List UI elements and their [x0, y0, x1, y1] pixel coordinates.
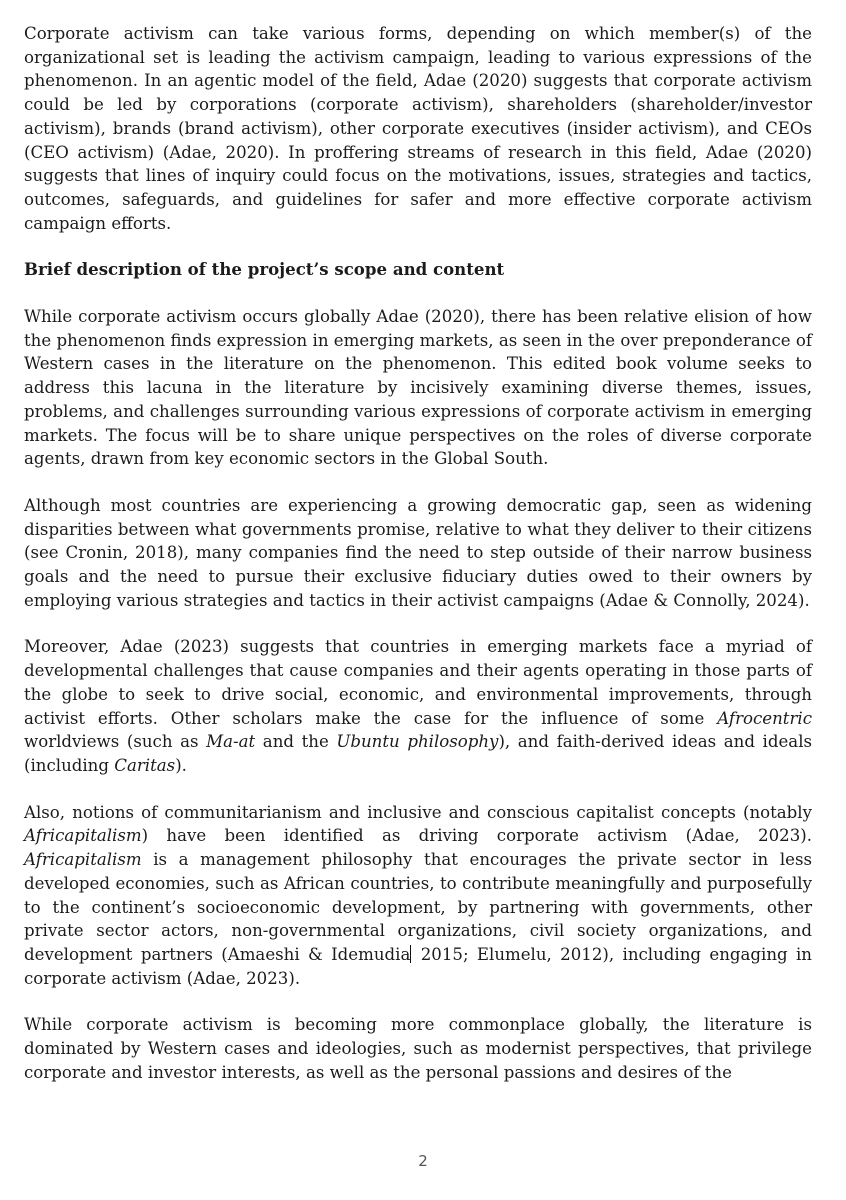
- section-heading: Brief description of the project’s scope and content: [24, 259, 505, 280]
- paragraph-emerging-markets: Moreover, Adae (2023) suggests that countries in emerging markets face a myriad of developmental challenges that cause companies and their agents operating in those parts of the globe to seek to drive social, economic, and environmental improvements, through activist efforts. Other scholars make the case for the influence of some Afrocentric worldviews (such as Ma-at and the Ubuntu philosophy), and faith-derived ideas and ideals (including Caritas).: [24, 637, 813, 775]
- paragraph-western-dominance: While corporate activism is becoming more commonplace globally, the literature is dominated by Western cases and ideologies, such as modernist perspectives, that privilege corporate and investor interests, as well as the personal passions and desires of the: [24, 1015, 812, 1082]
- document-page: [24, 22, 812, 1084]
- page-number: 2: [418, 1152, 428, 1170]
- paragraph-agentic-model: Corporate activism can take various forms, depending on which member(s) of the organizational set is leading the activism campaign, leading to various expressions of the phenomenon. In an agentic model of the field, Adae (2020) suggests that corporate activism could be led by corporations (corporate activism), shareholders (shareholder/investor activism), brands (brand activism), other corporate executives (insider activism), and CEOs (CEO activism) (Adae, 2020). In proffering streams of research in this field, Adae (2020) suggests that lines of inquiry could focus on the motivations, issues, strategies and tactics, outcomes, safeguards, and guidelines for safer and more effective corporate activism campaign efforts.: [24, 24, 812, 233]
- paragraph-africapitalism: Also, notions of communitarianism and inclusive and conscious capitalist concepts (notably Africapitalism) have been identified as driving corporate activism (Adae, 2023). Africapitalism is a management philosophy that encourages the private sector in less developed economies, such as African countries, to contribute meaningfully and purposefully to the continent’s socioeconomic development, by partnering with governments, other private sector actors, non-governmental organizations, civil society organizations, and development partners (Amaeshi & Idemudia 2015; Elumelu, 2012), including engaging in corporate activism (Adae, 2023).: [24, 802, 812, 988]
- paragraph-democratic-gap: Although most countries are experiencing a growing democratic gap, seen as widening disparities between what governments promise, relative to what they deliver to their citizens (see Cronin, 2018), many companies find the need to step outside of their narrow business goals and the need to pursue their exclusive fiduciary duties owed to their owners by employing various strategies and tactics in their activist campaigns (Adae & Connolly, 2024).: [24, 495, 812, 610]
- paragraph-scope: While corporate activism occurs globally Adae (2020), there has been relative elision of how the phenomenon finds expression in emerging markets, as seen in the over preponderance of Western cases in the literature on the phenomenon. This edited book volume seeks to address this lacuna in the literature by incisively examining diverse themes, issues, problems, and challenges surrounding various expressions of corporate activism in emerging markets. The focus will be to share unique perspectives on the roles of diverse corporate agents, drawn from key economic sectors in the Global South.: [24, 307, 812, 469]
